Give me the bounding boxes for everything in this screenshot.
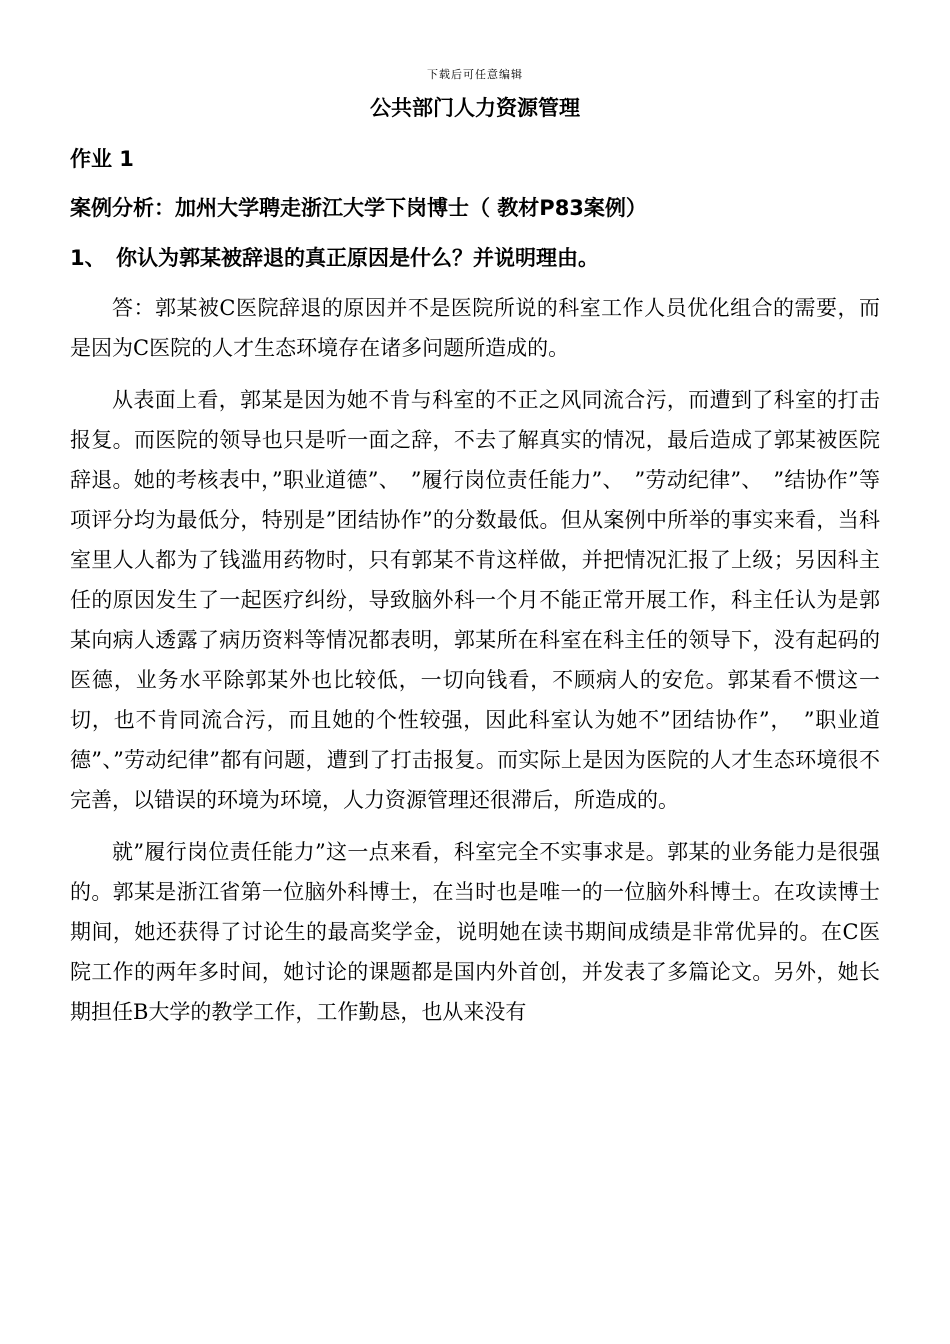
paragraph: 从表面上看，郭某是因为她不肯与科室的不正之风同流合污，而遭到了科室的打击报复。而医院的领导也只是听一面之辞，不去了解真实的情况，最后造成了郭某被医院辞退。她的考核表中，”职业道德”、 ”履行岗位责任能力”、 ”劳动纪律”、 ”结协作”等项评分均为最低分，特别是”团结协作”的分数最低。但从案例中所举的事实来看，当科室里人人都为了钱滥用药物时，只有郭某不肯这样做，并把情况汇报了上级；另因科主任的原因发生了一起医疗纠纷，导致脑外科一个月不能正常开展工作，科主任认为是郭某向病人透露了病历资料等情况都表明，郭某所在科室在科主任的领导下，没有起码的医德，业务水平除郭某外也比较低，一切向钱看，不顾病人的安危。郭某看不惯这一切，也不肯同流合污，而且她的个性较强，因此科室认为她不”团结协作”， ”职业道德”、”劳动纪律”都有问题，遭到了打击报复。而实际上是因为医院的人才生态环境很不完善，以错误的环境为环境，人力资源管理还很滞后，所造成的。: [70, 388, 880, 812]
header-note: 下载后可任意编辑: [427, 68, 523, 81]
paragraph: 就”履行岗位责任能力”这一点来看，科室完全不实事求是。郭某的业务能力是很强的。郭某是浙江省第一位脑外科博士，在当时也是唯一的一位脑外科博士。在攻读博士期间，她还获得了讨论生的最高奖学金，说明她在读书期间成绩是非常优异的。在C医院工作的两年多时间，她讨论的课题都是国内外首创，并发表了多篇论文。另外，她长期担任B大学的教学工作，工作勤恳，也从来没有: [70, 840, 880, 1024]
answer-body: [70, 288, 880, 1044]
paragraph: 答：郭某被C医院辞退的原因并不是医院所说的科室工作人员优化组合的需要，而是因为C医院的人才生态环境存在诸多问题所造成的。: [70, 296, 880, 360]
case-title: 案例分析：加州大学聘走浙江大学下岗博士（ 教材P83案例）: [70, 196, 647, 220]
question-heading: [70, 242, 599, 272]
question-number: 1、: [70, 246, 106, 270]
question-text: 你认为郭某被辞退的真正原因是什么？并说明理由。: [116, 246, 599, 270]
document-title: 公共部门人力资源管理: [370, 96, 580, 120]
homework-label: 作业 1: [70, 147, 134, 171]
